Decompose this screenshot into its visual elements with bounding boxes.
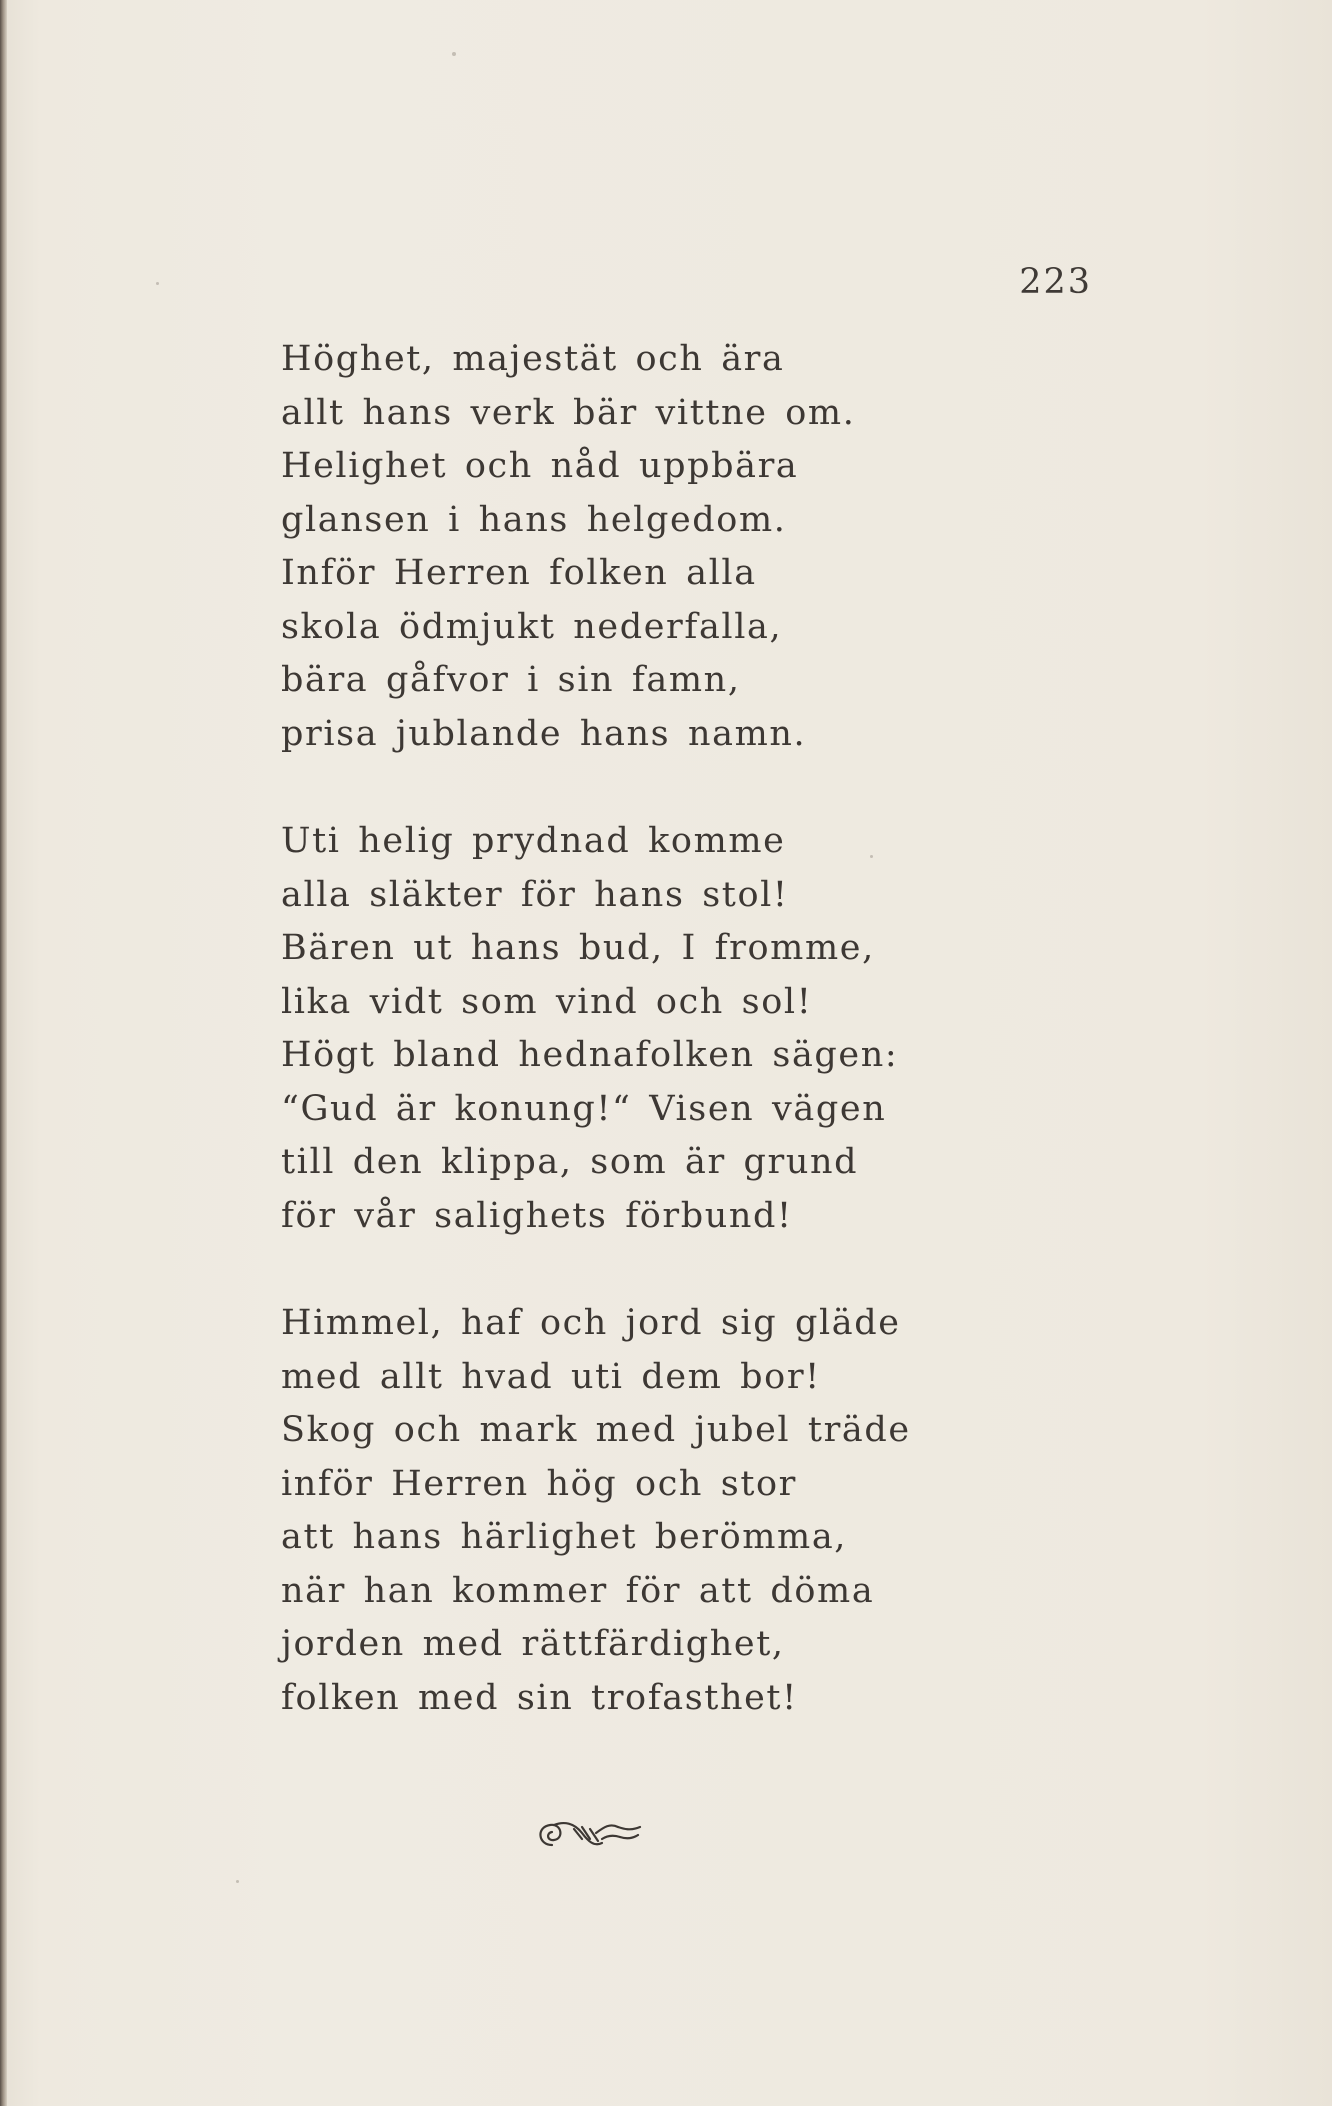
- poem-line: för vår salighets förbund!: [281, 1195, 793, 1236]
- poem-line: glansen i hans helgedom.: [281, 499, 787, 540]
- poem-line: allt hans verk bär vittne om.: [281, 392, 856, 433]
- poem-line: “Gud är konung!“ Visen vägen: [281, 1088, 887, 1129]
- poem-line: Höghet, majestät och ära: [281, 339, 785, 379]
- poem-line: prisa jublande hans namn.: [281, 713, 807, 754]
- poem-line: Uti helig prydnad komme: [281, 821, 786, 861]
- poem-line: folken med sin trofasthet!: [281, 1677, 798, 1718]
- paper-speck: [236, 1880, 239, 1883]
- poem-line: med allt hvad uti dem bor!: [281, 1356, 821, 1397]
- stanza-3: [281, 1297, 1081, 1725]
- poem-line: skola ödmjukt nederfalla,: [281, 606, 783, 647]
- poem: [281, 333, 1081, 1725]
- poem-line: Bären ut hans bud, I fromme,: [281, 928, 875, 968]
- poem-line: när han kommer för att döma: [281, 1570, 875, 1611]
- stanza-1: [281, 333, 1081, 761]
- paper-speck: [156, 282, 159, 285]
- poem-line: inför Herren hög och stor: [281, 1463, 798, 1504]
- paper-speck: [452, 52, 456, 56]
- poem-line: Inför Herren folken alla: [281, 553, 757, 593]
- poem-line: Helighet och nåd uppbära: [281, 446, 799, 486]
- page-binding-edge: [0, 0, 7, 2106]
- page-number: 223: [1019, 262, 1092, 302]
- poem-line: till den klippa, som är grund: [281, 1142, 859, 1182]
- paper-speck: [870, 855, 873, 858]
- poem-line: bära gåfvor i sin famn,: [281, 660, 741, 700]
- poem-line: Skog och mark med jubel träde: [281, 1410, 911, 1450]
- poem-line: att hans härlighet berömma,: [281, 1517, 848, 1557]
- poem-line: Högt bland hednafolken sägen:: [281, 1035, 899, 1075]
- stanza-2: [281, 815, 1081, 1243]
- floral-scroll-icon: [530, 1805, 670, 1865]
- poem-line: Himmel, haf och jord sig gläde: [281, 1303, 901, 1343]
- poem-line: jorden med rättfärdighet,: [281, 1624, 785, 1664]
- poem-line: alla släkter för hans stol!: [281, 874, 789, 915]
- poem-line: lika vidt som vind och sol!: [281, 981, 813, 1022]
